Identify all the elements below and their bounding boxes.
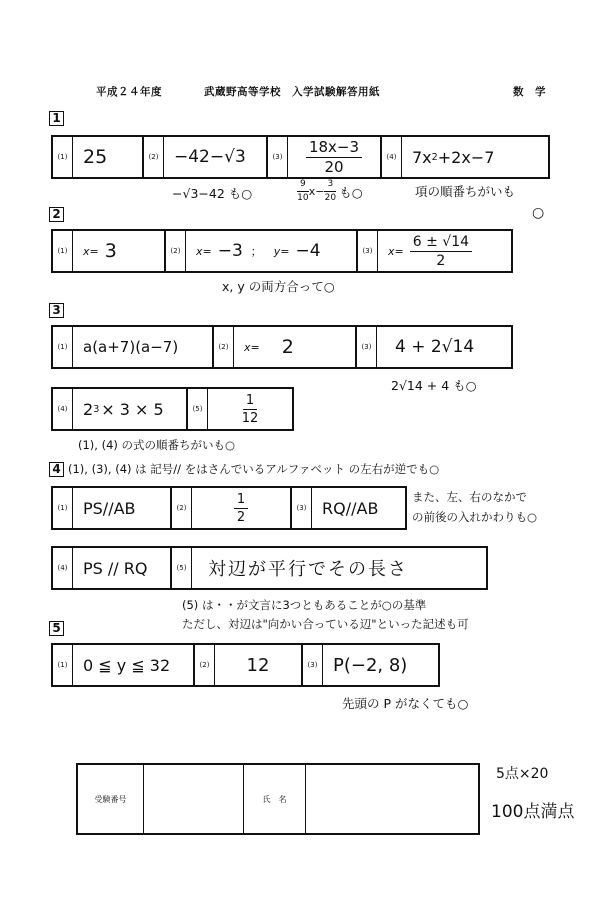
q3-5-answer: [208, 394, 292, 425]
section-4-side-note-2: の前後の入れかわりも○: [412, 510, 538, 524]
q1-1-answer: 25: [83, 146, 108, 168]
q3-1-cell: [53, 327, 214, 367]
q2-2-value-y: −4: [295, 241, 321, 261]
q1-2-cell: [144, 137, 268, 177]
q4-2-denominator: 2: [236, 509, 246, 525]
q2-1-label: (1): [53, 231, 73, 271]
q1-2-label: (2): [144, 137, 164, 177]
section-4-answer-row-1: [51, 486, 407, 530]
q3-4-grading-note: (1), (4) の式の順番ちがいも○: [78, 438, 236, 452]
section-5-grading-note: 先頭の P がなくても○: [342, 696, 469, 711]
q3-1-answer: a(a+7)(a−7): [83, 338, 179, 356]
q1-3-note-den2: 20: [324, 193, 337, 203]
q1-4-cell: [382, 137, 548, 177]
exam-number-label: 受験番号: [78, 765, 144, 833]
q2-3-cell: [358, 231, 511, 271]
q3-2-label: (2): [214, 327, 234, 367]
section-3-answer-row-1: [51, 325, 513, 369]
q1-4-grading-mark: ○: [532, 205, 545, 221]
q1-2-answer: −42−√3: [174, 147, 246, 167]
section-3-answer-row-2: [51, 387, 294, 431]
q1-4-term-c: +2x−7: [437, 147, 495, 167]
q4-2-label: (2): [172, 488, 192, 528]
q3-5-label: (5): [188, 389, 208, 429]
name-field[interactable]: [306, 765, 478, 833]
q5-3-cell: [303, 645, 438, 685]
q2-2-label: (2): [166, 231, 186, 271]
section-4-side-note-1: また、左、右のなかで: [412, 490, 527, 504]
q1-4-exponent: 2: [431, 151, 438, 163]
q1-3-cell: [268, 137, 382, 177]
q2-2-separator: ；: [250, 245, 262, 258]
q5-3-label: (3): [303, 645, 323, 685]
q2-3-numerator: 6 ± √14: [410, 235, 472, 252]
q1-3-label: (3): [268, 137, 288, 177]
q3-5-cell: [188, 389, 292, 429]
q3-4-label: (4): [53, 389, 73, 429]
q5-1-label: (1): [53, 645, 73, 685]
q4-4-cell: [53, 548, 172, 588]
points-per-question: 5点×20: [496, 766, 549, 782]
q2-1-cell: [53, 231, 166, 271]
exam-number-field[interactable]: [144, 765, 244, 833]
q4-1-label: (1): [53, 488, 73, 528]
q3-3-grading-note: 2√14 + 4 も○: [391, 378, 477, 393]
q4-2-numerator: 1: [234, 493, 248, 509]
q4-3-answer: RQ//AB: [322, 498, 379, 518]
section-5-answer-row: [51, 643, 440, 687]
q2-3-label: (3): [358, 231, 378, 271]
q3-3-answer: 4 + 2√14: [395, 337, 475, 357]
q3-2-var: x=: [244, 340, 260, 354]
q5-2-answer: 12: [246, 654, 270, 676]
name-label: 氏 名: [244, 765, 306, 833]
q2-1-value: 3: [104, 240, 117, 262]
q3-1-label: (1): [53, 327, 73, 367]
q4-4-label: (4): [53, 548, 73, 588]
q1-3-denominator: 20: [324, 157, 344, 176]
q1-3-note-num2: 3: [324, 180, 336, 192]
q1-3-note-num1: 9: [297, 180, 309, 192]
section-4-top-note: (1), (3), (4) は 記号// をはさんでいるアルファベット の左右が逆でも○: [68, 462, 440, 476]
q3-5-denominator: 12: [241, 410, 259, 426]
q4-1-answer: PS//AB: [83, 498, 136, 518]
q3-3-cell: [357, 327, 511, 367]
q1-1-label: (1): [53, 137, 73, 177]
q5-2-label: (2): [195, 645, 215, 685]
q2-2-var-y: y=: [273, 244, 290, 258]
q5-1-answer: 0 ≦ y ≦ 32: [83, 655, 171, 675]
q4-2-answer: [192, 493, 290, 524]
q1-4-label: (4): [382, 137, 402, 177]
q4-5-grading-note-2: ただし、対辺は"向かい合っている辺"といった記述も可: [182, 617, 469, 631]
q1-3-note-suffix: も○: [339, 184, 363, 200]
q4-3-label: (3): [292, 488, 312, 528]
q5-3-answer: P(−2, 8): [333, 654, 408, 676]
q2-1-var: x=: [83, 244, 99, 258]
section-2-number: 2: [49, 207, 64, 222]
q4-1-cell: [53, 488, 172, 528]
section-4-number: 4: [49, 462, 64, 477]
q2-2-value-x: −3: [217, 241, 243, 261]
q2-3-denominator: 2: [436, 252, 446, 269]
q5-1-cell: [53, 645, 195, 685]
q2-1-answer: [73, 240, 164, 262]
header-school: 武蔵野高等学校 入学試験解答用紙: [204, 86, 380, 98]
examinee-id-table: [76, 763, 480, 835]
section-1-number: 1: [49, 111, 64, 126]
q1-3-grading-note: [297, 180, 363, 203]
q1-4-term-a: 7x: [412, 147, 432, 167]
q2-3-var: x=: [388, 244, 404, 258]
q1-4-grading-note: 項の順番ちがいも: [415, 184, 516, 199]
q4-5-label: (5): [172, 548, 192, 588]
q3-2-answer: [234, 336, 355, 358]
q3-5-numerator: 1: [243, 394, 257, 410]
q1-3-note-den1: 10: [297, 193, 309, 203]
q4-5-grading-note-1: (5) は・・が文言に3つともあることが○の基準: [182, 598, 427, 612]
q1-4-answer: [402, 148, 548, 167]
q3-4-cell: [53, 389, 188, 429]
q1-3-answer: [288, 137, 380, 176]
section-4-answer-row-2: [51, 546, 488, 590]
q3-4-exponent: 3: [93, 403, 100, 415]
q1-2-grading-note: −√3−42 も○: [172, 186, 253, 201]
q4-4-answer: PS // RQ: [83, 558, 148, 578]
q2-3-answer: [378, 235, 511, 268]
q4-5-answer: 対辺が平行でその長さ: [208, 559, 408, 580]
q3-4-rest: × 3 × 5: [101, 399, 164, 419]
q3-2-value: 2: [281, 336, 294, 358]
q3-4-answer: [73, 400, 186, 419]
total-points: 100点満点: [491, 802, 575, 822]
q5-2-cell: [195, 645, 303, 685]
section-5-number: 5: [49, 621, 64, 636]
q4-2-cell: [172, 488, 292, 528]
q1-1-cell: [53, 137, 144, 177]
section-1-answer-row: [51, 135, 550, 179]
q3-4-base: 2: [83, 399, 94, 419]
q3-2-cell: [214, 327, 357, 367]
section-2-grading-note: x, y の両方合って○: [222, 279, 335, 294]
section-2-answer-row: [51, 229, 513, 273]
q2-2-cell: [166, 231, 358, 271]
header-subject: 数 学: [513, 86, 546, 98]
q1-3-note-x: x−: [308, 185, 325, 198]
q3-3-label: (3): [357, 327, 377, 367]
q2-2-answer: [186, 241, 356, 261]
q2-2-var-x: x=: [196, 244, 212, 258]
section-3-number: 3: [49, 303, 64, 318]
q4-3-cell: [292, 488, 405, 528]
q1-3-numerator: 18x−3: [306, 140, 362, 158]
header-year: 平成２４年度: [96, 86, 162, 98]
q4-5-cell: [172, 548, 486, 588]
